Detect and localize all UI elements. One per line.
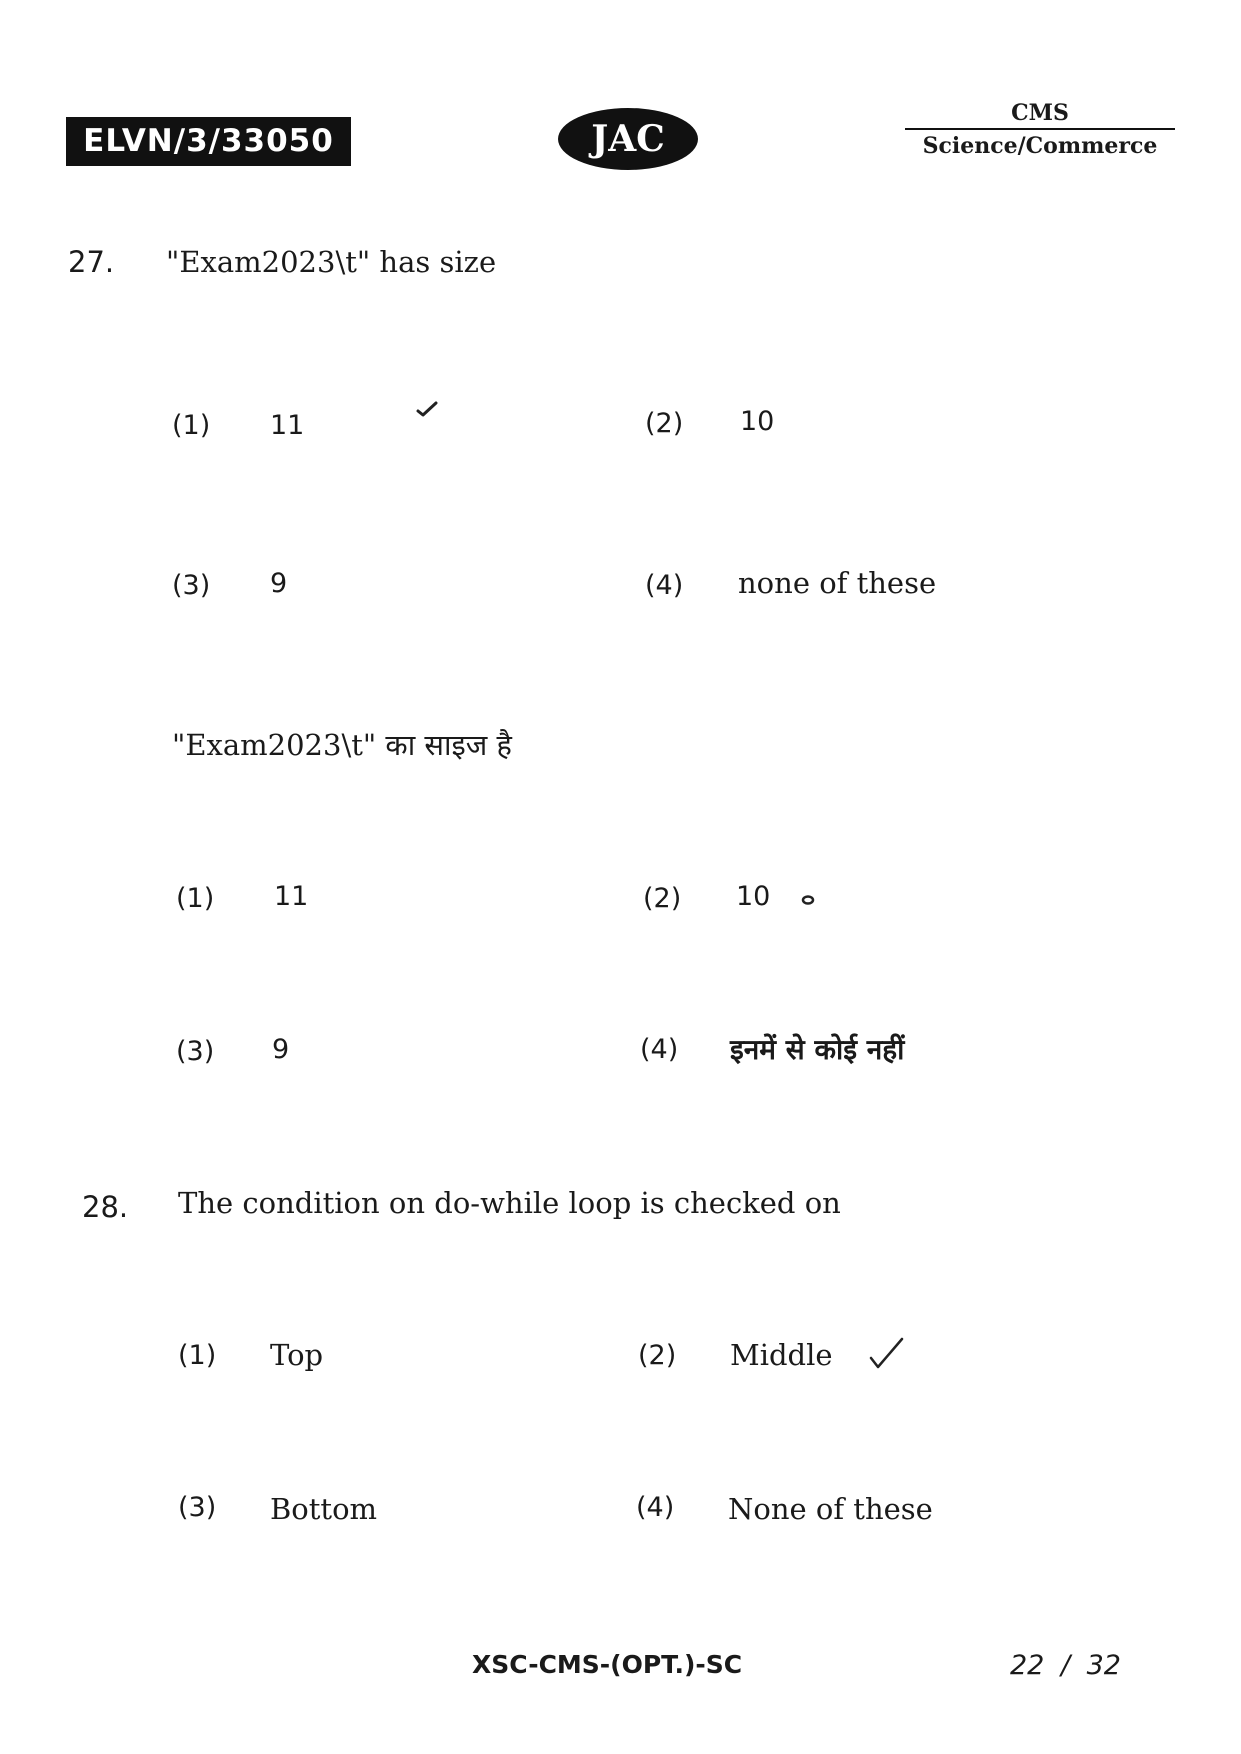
option-text: Bottom [270,1492,378,1526]
page-number: 22 / 32 [1010,1650,1121,1681]
option-number: (4) [636,1492,675,1523]
option-text: none of these [738,566,937,600]
option-number: (3) [172,570,211,601]
board-logo: JAC [558,108,698,170]
option-number: (1) [176,883,215,914]
option-text: 11 [274,881,309,912]
option-text: None of these [728,1492,933,1526]
option-text: 9 [270,568,288,599]
option-text: Top [270,1338,324,1372]
option-text: 10 [736,881,771,912]
option-text: 9 [272,1034,290,1065]
option-number: (2) [638,1340,677,1371]
option-text: 10 [740,406,775,437]
question-text-hi: "Exam2023\t" का साइज है [172,728,512,762]
pen-mark-icon [800,894,816,906]
check-mark-icon [868,1336,904,1370]
option-number: (4) [645,570,684,601]
question-text-en: "Exam2023\t" has size [166,245,497,279]
option-number: (2) [643,883,682,914]
option-text: 11 [270,410,305,441]
subject-name: CMS [905,100,1175,130]
subject-stream: Science/Commerce [922,133,1158,159]
option-number: (1) [172,410,211,441]
option-number: (1) [178,1340,217,1371]
option-number: (2) [645,408,684,439]
footer-code: XSC-CMS-(OPT.)-SC [472,1650,743,1679]
option-number: (3) [178,1492,217,1523]
option-number: (4) [640,1034,679,1065]
option-text: इनमें से कोई नहीं [730,1033,905,1066]
paper-code-badge: ELVN/3/33050 [66,117,351,166]
question-number: 28. [82,1190,129,1224]
question-text-en: The condition on do-while loop is checked on [178,1186,841,1220]
option-text: Middle [730,1338,833,1372]
question-number: 27. [68,245,115,279]
subject-block [905,100,1175,161]
check-mark-icon [416,400,438,418]
option-number: (3) [176,1036,215,1067]
